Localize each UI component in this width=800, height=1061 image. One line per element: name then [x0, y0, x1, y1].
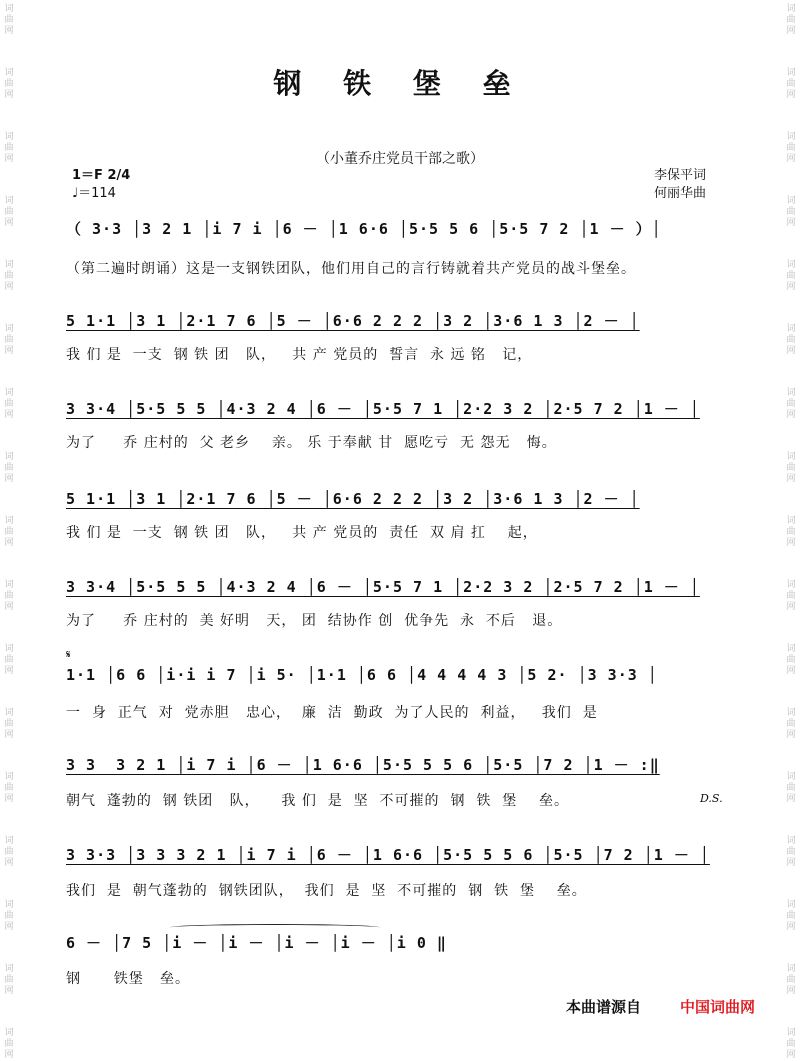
dal-segno-mark: D.S. — [700, 792, 723, 805]
intro-notation: （ 3·3 │3 2 1 │i 7 i │6 － │1 6·6 │5·5 5 6 │5·5 7 2 │1 － ）│ — [66, 220, 662, 238]
watermark-text: 词曲网 — [4, 900, 14, 932]
song-title: 钢 铁 堡 垒 — [273, 67, 527, 100]
verse-lyrics-3: 我 们 是 一支 钢 铁 团 队， 共 产 党员的 责任 双 肩 扛 起， — [66, 525, 538, 541]
watermark-text: 词曲网 — [786, 836, 796, 868]
watermark-text: 词曲网 — [4, 580, 14, 612]
watermark-text: 词曲网 — [786, 644, 796, 676]
watermark-text: 词曲网 — [786, 132, 796, 164]
verse-notation-3: 5 1·1 │3 1 │2·1 7 6 │5 － │6·6 2 2 2 │3 2 │3·6 1 3 │2 － │ — [66, 490, 640, 508]
watermark-text: 词曲网 — [786, 260, 796, 292]
watermark-text: 词曲网 — [786, 452, 796, 484]
ending-notation-1: 3 3·3 │3 3 3 2 1 │i 7 i │6 － │1 6·6 │5·5 5 5 6 │5·5 │7 2 │1 － │ — [66, 846, 710, 864]
watermark-text: 词曲网 — [786, 772, 796, 804]
watermark-text: 词曲网 — [4, 836, 14, 868]
verse-notation-2: 3 3·4 │5·5 5 5 │4·3 2 4 │6 － │5·5 7 1 │2·2 3 2 │2·5 7 2 │1 － │ — [66, 400, 700, 418]
watermark-text: 词曲网 — [4, 772, 14, 804]
verse-lyrics-4: 为了 乔 庄村的 美 好明 天， 团 结协作 创 优争先 永 不后 退。 — [66, 613, 563, 629]
watermark-text: 词曲网 — [4, 324, 14, 356]
watermark-text: 词曲网 — [786, 1028, 796, 1060]
verse-notation-4: 3 3·4 │5·5 5 5 │4·3 2 4 │6 － │5·5 7 1 │2·2 3 2 │2·5 7 2 │1 － │ — [66, 578, 700, 596]
watermark-text: 词曲网 — [786, 324, 796, 356]
verse-lyrics-2: 为了 乔 庄村的 父 老乡 亲。 乐 于奉献 甘 愿吃亏 无 怨无 悔。 — [66, 435, 557, 451]
chorus-notation-2: 3 3 3 2 1 │i 7 i │6 － │1 6·6 │5·5 5 5 6 │5·5 │7 2 │1 － :‖ — [66, 756, 660, 774]
ending-lyrics-2: 钢 铁堡 垒。 — [66, 971, 191, 987]
watermark-text: 词曲网 — [786, 68, 796, 100]
source-site-name[interactable]: 中国词曲网 — [680, 998, 756, 1016]
watermark-text: 词曲网 — [786, 708, 796, 740]
tie-arc — [170, 924, 380, 931]
recital-line: （第二遍时朗诵）这是一支钢铁团队，他们用自己的言行铸就着共产党员的战斗堡垒。 — [66, 261, 636, 277]
segno-sign: 𝄋 — [66, 648, 71, 661]
ending-notation-2: 6 － │7 5 │i － │i － │i － │i － │i 0 ‖ — [66, 934, 447, 952]
verse-notation-1: 5 1·1 │3 1 │2·1 7 6 │5 － │6·6 2 2 2 │3 2 │3·6 1 3 │2 － │ — [66, 312, 640, 330]
composer-credit: 何丽华曲 — [654, 186, 707, 201]
watermark-text: 词曲网 — [786, 388, 796, 420]
song-subtitle: （小董乔庄党员干部之歌） — [316, 151, 484, 167]
watermark-text: 词曲网 — [786, 580, 796, 612]
watermark-text: 词曲网 — [4, 644, 14, 676]
chorus-lyrics-1: 一 身 正气 对 党赤胆 忠心， 廉 洁 勤政 为了人民的 利益， 我们 是 — [66, 705, 598, 721]
verse-lyrics-1: 我 们 是 一支 钢 铁 团 队， 共 产 党员的 誓言 永 远 铭 记， — [66, 347, 533, 363]
tempo-marking: ♩＝114 — [72, 186, 116, 201]
watermark-text: 词曲网 — [4, 68, 14, 100]
watermark-text: 词曲网 — [4, 452, 14, 484]
watermark-text: 词曲网 — [786, 196, 796, 228]
watermark-text: 词曲网 — [4, 964, 14, 996]
watermark-text: 词曲网 — [786, 900, 796, 932]
source-label: 本曲谱源自 — [566, 998, 642, 1016]
watermark-text: 词曲网 — [4, 1028, 14, 1060]
watermark-text: 词曲网 — [4, 196, 14, 228]
watermark-text: 词曲网 — [4, 132, 14, 164]
lyricist-credit: 李保平词 — [654, 168, 707, 183]
watermark-text: 词曲网 — [786, 516, 796, 548]
watermark-text: 词曲网 — [786, 964, 796, 996]
chorus-notation-1: 1·1 │6 6 │i·i i 7 │i 5· │1·1 │6 6 │4 4 4 4 3 │5 2· │3 3·3 │ — [66, 666, 658, 684]
watermark-text: 词曲网 — [4, 708, 14, 740]
watermark-text: 词曲网 — [4, 388, 14, 420]
watermark-text: 词曲网 — [4, 4, 14, 36]
watermark-text: 词曲网 — [786, 4, 796, 36]
ending-lyrics-1: 我们 是 朝气蓬勃的 钢铁团队， 我们 是 坚 不可摧的 钢 铁 堡 垒。 — [66, 883, 587, 899]
chorus-lyrics-2: 朝气 蓬勃的 钢 铁团 队， 我 们 是 坚 不可摧的 钢 铁 堡 垒。 — [66, 793, 570, 809]
key-signature: 1＝F 2/4 — [72, 168, 131, 183]
watermark-text: 词曲网 — [4, 260, 14, 292]
watermark-text: 词曲网 — [4, 516, 14, 548]
